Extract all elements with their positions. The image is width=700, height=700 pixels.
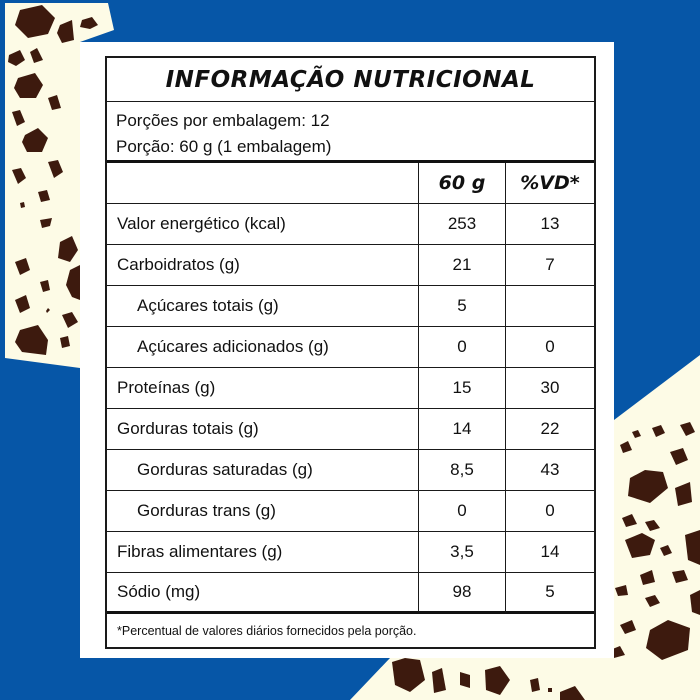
nutrient-name: Valor energético (kcal) xyxy=(107,204,418,245)
nutrient-dv: 0 xyxy=(505,491,594,532)
nutrient-dv: 43 xyxy=(505,450,594,491)
nutrient-amount: 0 xyxy=(418,491,505,532)
nutrient-dv: 5 xyxy=(505,573,594,614)
nutrient-dv: 0 xyxy=(505,327,594,368)
nutrient-amount: 21 xyxy=(418,245,505,286)
nutrient-name: Fibras alimentares (g) xyxy=(107,532,418,573)
column-header-daily-value: %VD* xyxy=(505,163,594,204)
nutrition-facts-table xyxy=(105,56,596,649)
nutrient-amount: 0 xyxy=(418,327,505,368)
nutrient-name: Gorduras totais (g) xyxy=(107,409,418,450)
nutrient-name: Gorduras trans (g) xyxy=(107,491,418,532)
nutrient-name: Proteínas (g) xyxy=(107,368,418,409)
nutrient-amount: 14 xyxy=(418,409,505,450)
nutrient-name: Açúcares totais (g) xyxy=(107,286,418,327)
nutrient-amount: 15 xyxy=(418,368,505,409)
nutrient-name: Carboidratos (g) xyxy=(107,245,418,286)
nutrient-name: Sódio (mg) xyxy=(107,573,418,614)
nutrient-dv: 13 xyxy=(505,204,594,245)
column-header-nutrient xyxy=(107,163,418,204)
nutrient-name: Açúcares adicionados (g) xyxy=(107,327,418,368)
nutrient-dv: 22 xyxy=(505,409,594,450)
nutrient-dv: 7 xyxy=(505,245,594,286)
nutrient-grid xyxy=(107,163,594,614)
serving-size: Porção: 60 g (1 embalagem) xyxy=(116,137,332,156)
nutrient-amount: 98 xyxy=(418,573,505,614)
daily-value-footnote: *Percentual de valores diários fornecidos pela porção. xyxy=(117,623,417,638)
nutrition-title: INFORMAÇÃO NUTRICIONAL xyxy=(107,58,594,102)
nutrient-name: Gorduras saturadas (g) xyxy=(107,450,418,491)
nutrient-amount: 5 xyxy=(418,286,505,327)
servings-per-package: Porções por embalagem: 12 xyxy=(116,111,330,130)
nutrient-amount: 253 xyxy=(418,204,505,245)
serving-info xyxy=(107,102,594,163)
nutrient-amount: 3,5 xyxy=(418,532,505,573)
nutrient-dv xyxy=(505,286,594,327)
nutrient-dv: 14 xyxy=(505,532,594,573)
nutrient-amount: 8,5 xyxy=(418,450,505,491)
column-header-amount: 60 g xyxy=(418,163,505,204)
nutrient-dv: 30 xyxy=(505,368,594,409)
